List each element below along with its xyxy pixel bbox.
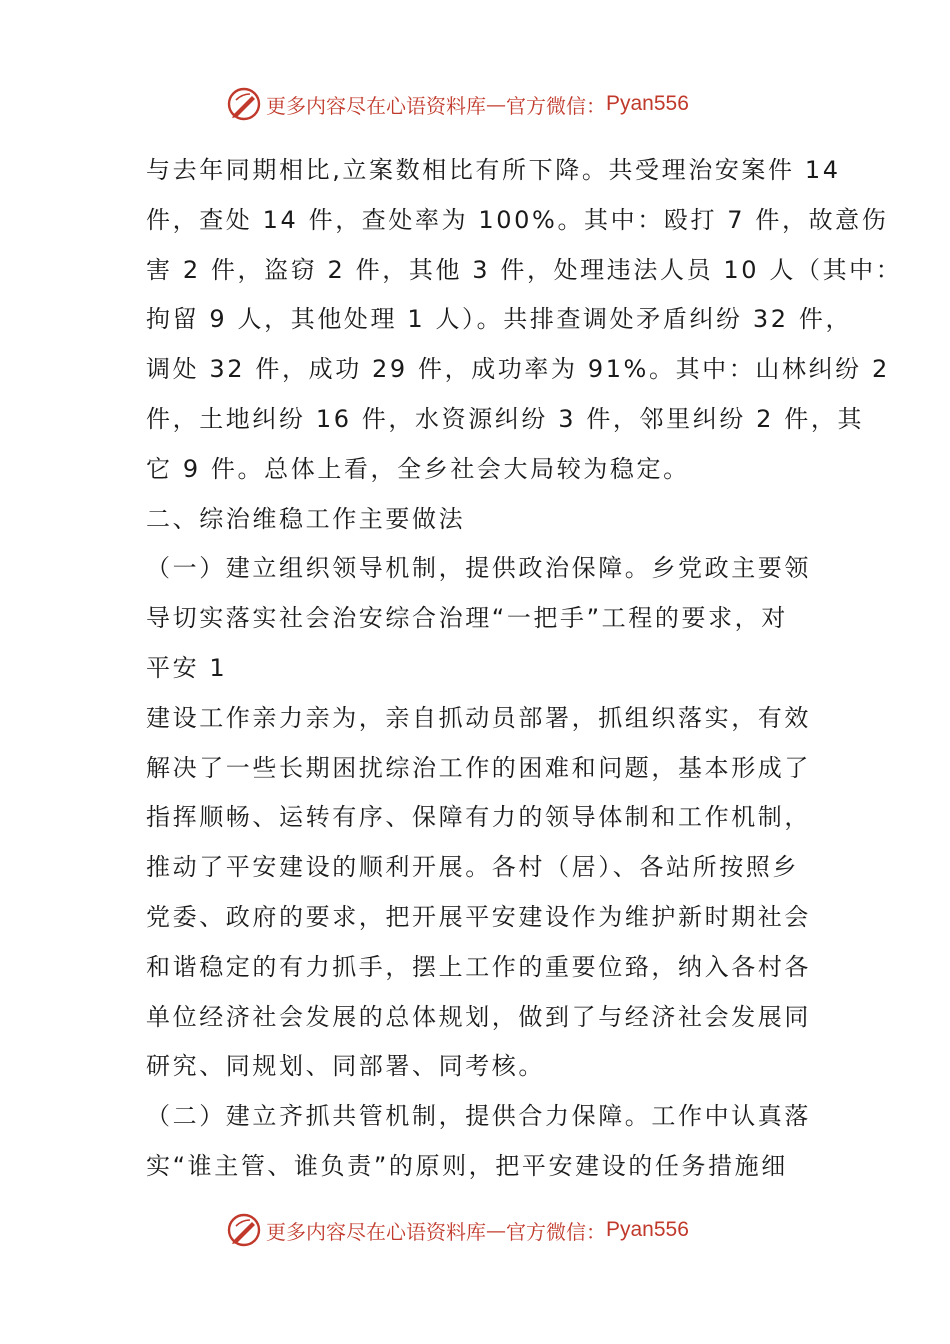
text-line-with-page-number: 平安 1 [146,653,228,682]
footer-watermark-banner [226,1210,689,1250]
banner-site-text: 更多内容尽在心语资料库 [266,1219,486,1244]
text-line: （二）建立齐抓共管机制，提供合力保障。工作中认真落 [146,1102,811,1131]
header-watermark-banner [226,84,689,124]
pen-circle-logo-icon [226,1212,262,1248]
text-line: 调处 32 件，成功 29 件，成功率为 91%。其中：山林纠纷 2 [146,355,890,384]
text-line: 实“谁主管、谁负责”的原则，把平安建设的任务措施细 [146,1151,788,1180]
text-line: 党委、政府的要求，把开展平安建设作为维护新时期社会 [146,902,811,931]
banner-dash: — [486,1218,506,1242]
text-line: 它 9 件。总体上看，全乡社会大局较为稳定。 [146,454,690,483]
banner-dash: — [486,92,506,116]
document-body [146,146,903,1192]
text-line: 单位经济社会发展的总体规划，做到了与经济社会发展同 [146,1002,811,1031]
text-line: 指挥顺畅、运转有序、保障有力的领导体制和工作机制， [146,803,811,832]
text-line: 拘留 9 人，其他处理 1 人）。共排查调处矛盾纠纷 32 件， [146,305,853,334]
text-line: 害 2 件，盗窃 2 件，其他 3 件，处理违法人员 10 人（其中： [146,255,903,284]
text-line: 推动了平安建设的顺利开展。各村（居）、各站所按照乡 [146,853,799,882]
section-heading: 二、综治维稳工作主要做法 [146,504,466,533]
banner-site-text: 更多内容尽在心语资料库 [266,93,486,118]
banner-wechat-label: 官方微信： [506,93,606,118]
banner-wechat-label: 官方微信： [506,1219,606,1244]
text-line: 建设工作亲力亲为，亲自抓动员部署，抓组织落实，有效 [146,703,811,732]
text-line: 与去年同期相比,立案数相比有所下降。共受理治安案件 14 [146,156,841,184]
text-line: 导切实落实社会治安综合治理“一把手”工程的要求，对 [146,604,788,633]
banner-wechat-id: Pyan556 [606,1218,689,1241]
pen-circle-logo-icon [226,86,262,122]
text-line: 解决了一些长期困扰综治工作的困难和问题，基本形成了 [146,753,811,782]
banner-wechat-id: Pyan556 [606,92,689,115]
text-line: 研究、同规划、同部署、同考核。 [146,1052,545,1081]
text-line: 件，查处 14 件，查处率为 100%。其中：殴打 7 件，故意伤 [146,205,889,234]
text-line: 和谐稳定的有力抓手，摆上工作的重要位臵，纳入各村各 [146,952,811,981]
text-line: （一）建立组织领导机制，提供政治保障。乡党政主要领 [146,554,811,583]
text-line: 件，土地纠纷 16 件，水资源纠纷 3 件，邻里纠纷 2 件，其 [146,404,865,433]
